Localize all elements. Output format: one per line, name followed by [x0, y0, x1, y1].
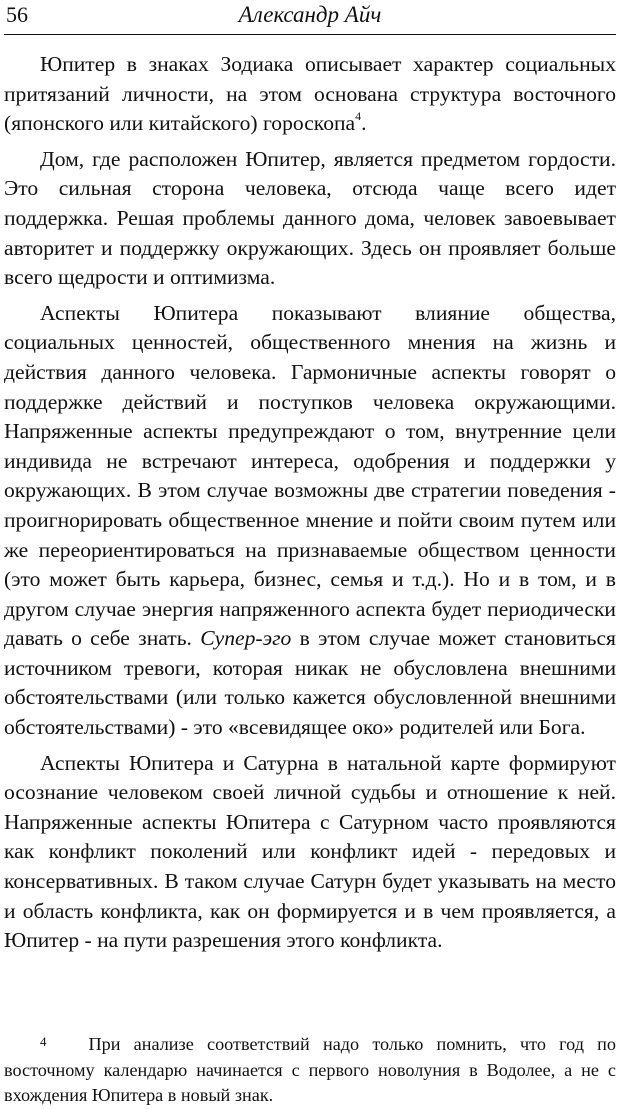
paragraph-2: Дом, где расположен Юпитер, является предметом гордости. Это сильная сторона человека, отсюда чаще всего идет поддержка. Решая проблемы данного дома, человек завоевывает авторитет и поддержку окружающих. Здесь он проявляет больше всего щедрости и оптимизма.	[4, 146, 616, 290]
footnote-text: При анализе соответствий надо только помнить, что год по восточному календарю начинается с первого новолуния в Водолее, а не с вхождения Юпитера в новый знак.	[4, 1034, 616, 1106]
paragraph-text: Аспекты Юпитера показывают влияние общества, социальных ценностей, общественного мнения на жизнь и действия данного человека. Гармоничные аспекты говорят о поддержке действий и поступков человека окружающими. Напряженные аспекты предупреждают о том, внутренние цели индивида не встречают интереса, одобрения и поддержки у окружающих. В этом случае возможны две стратегии поведения - проигнорировать общественное мнение и пойти своим путем или же переориентироваться на признаваемые обществом ценности (это может быть карьера, бизнес, семья и т.д.). Но и в том, и в другом случае энергия напряженного аспекта будет периодически давать о себе знать.	[4, 300, 616, 651]
main-text	[4, 50, 616, 956]
emphasis-term: Супер-эго	[200, 626, 292, 651]
paragraph-3	[4, 299, 616, 743]
page-header	[4, 0, 616, 35]
footnote-reference[interactable]: 4	[355, 109, 362, 123]
running-title: Александр Айч	[238, 2, 382, 27]
paragraph-text: Юпитер в знаках Зодиака описывает характер социальных притязаний личности, на этом основана структура восточного (японского или китайского) гороскопа	[4, 52, 616, 136]
paragraph-4: Аспекты Юпитера и Сатурна в натальной карте формируют осознание человеком своей личной судьбы и отношение к ней. Напряженные аспекты Юпитера с Сатурном часто проявляются как конфликт поколений или конфликт идей - передовых и консервативных. В таком случае Сатурн будет указывать на место и область конфликта, как он формируется и в чем проявляется, а Юпитер - на пути разрешения этого конфликта.	[4, 750, 616, 953]
paragraph-1	[4, 50, 616, 139]
paragraph-tail: .	[361, 111, 367, 136]
paragraph-text: в этом случае может становиться источником тревоги, которая никак не обусловлена внешними обстоятельствами (или только кажется обусловленной внешними обстоятельствами) - это «всевидящее око» родителей или Бога.	[4, 626, 616, 740]
footnote-paragraph	[4, 1032, 616, 1109]
footnote-mark: 4	[40, 1034, 47, 1049]
page-number: 56	[6, 2, 28, 27]
footnote	[4, 1032, 616, 1109]
